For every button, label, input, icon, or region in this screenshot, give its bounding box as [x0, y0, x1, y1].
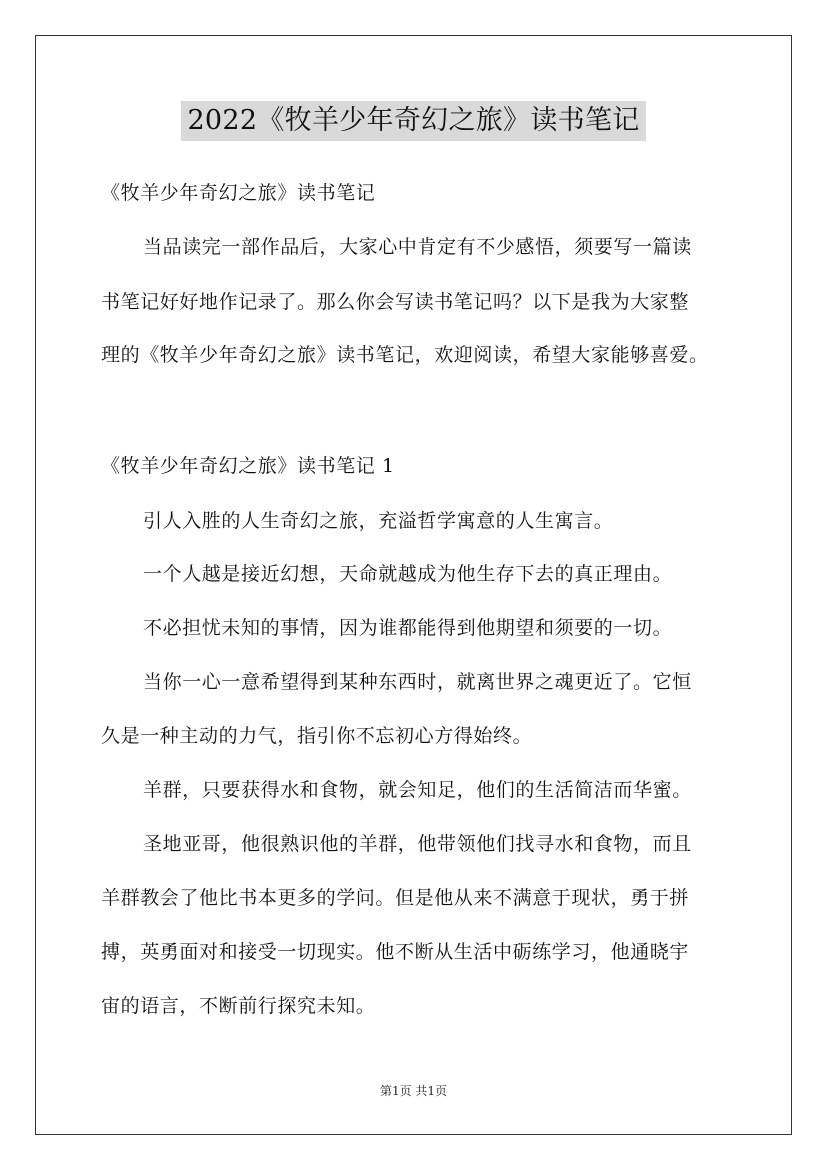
paragraph-line: 书笔记好好地作记录了。那么你会写读书笔记吗？以下是我为大家整	[101, 291, 690, 313]
page-footer: 第1页 共1页	[379, 1084, 448, 1098]
paragraph-line: 当你一心一意希望得到某种东西时，就离世界之魂更近了。它恒	[143, 671, 692, 693]
paragraph-line: 久是一种主动的力气，指引你不忘初心方得始终。	[101, 725, 533, 747]
paragraph-line: 搏，英勇面对和接受一切现实。他不断从生活中砺练学习，他通晓宇	[101, 941, 690, 963]
paragraph-line: 羊群教会了他比书本更多的学问。但是他从来不满意于现状，勇于拼	[101, 887, 690, 909]
paragraph-line: 理的《牧羊少年奇幻之旅》读书笔记，欢迎阅读，希望大家能够喜爱。	[101, 344, 709, 366]
intro-heading: 《牧羊少年奇幻之旅》读书笔记	[101, 182, 376, 204]
paragraph-line: 宙的语言，不断前行探究未知。	[101, 995, 376, 1017]
paragraph-line: 当品读完一部作品后，大家心中肯定有不少感悟，须要写一篇读	[143, 236, 692, 258]
section-heading: 《牧羊少年奇幻之旅》读书笔记 1	[101, 455, 395, 477]
document-title: 2022《牧羊少年奇幻之旅》读书笔记	[181, 101, 645, 141]
paragraph-line: 圣地亚哥，他很熟识他的羊群，他带领他们找寻水和食物，而且	[143, 833, 692, 855]
paragraph-line: 一个人越是接近幻想，天命就越成为他生存下去的真正理由。	[143, 563, 673, 585]
title-container	[0, 101, 827, 141]
paragraph-line: 不必担忧未知的事情，因为谁都能得到他期望和须要的一切。	[143, 617, 673, 639]
paragraph-line: 羊群，只要获得水和食物，就会知足，他们的生活简洁而华蜜。	[143, 779, 692, 801]
paragraph-line: 引人入胜的人生奇幻之旅，充溢哲学寓意的人生寓言。	[143, 510, 614, 532]
